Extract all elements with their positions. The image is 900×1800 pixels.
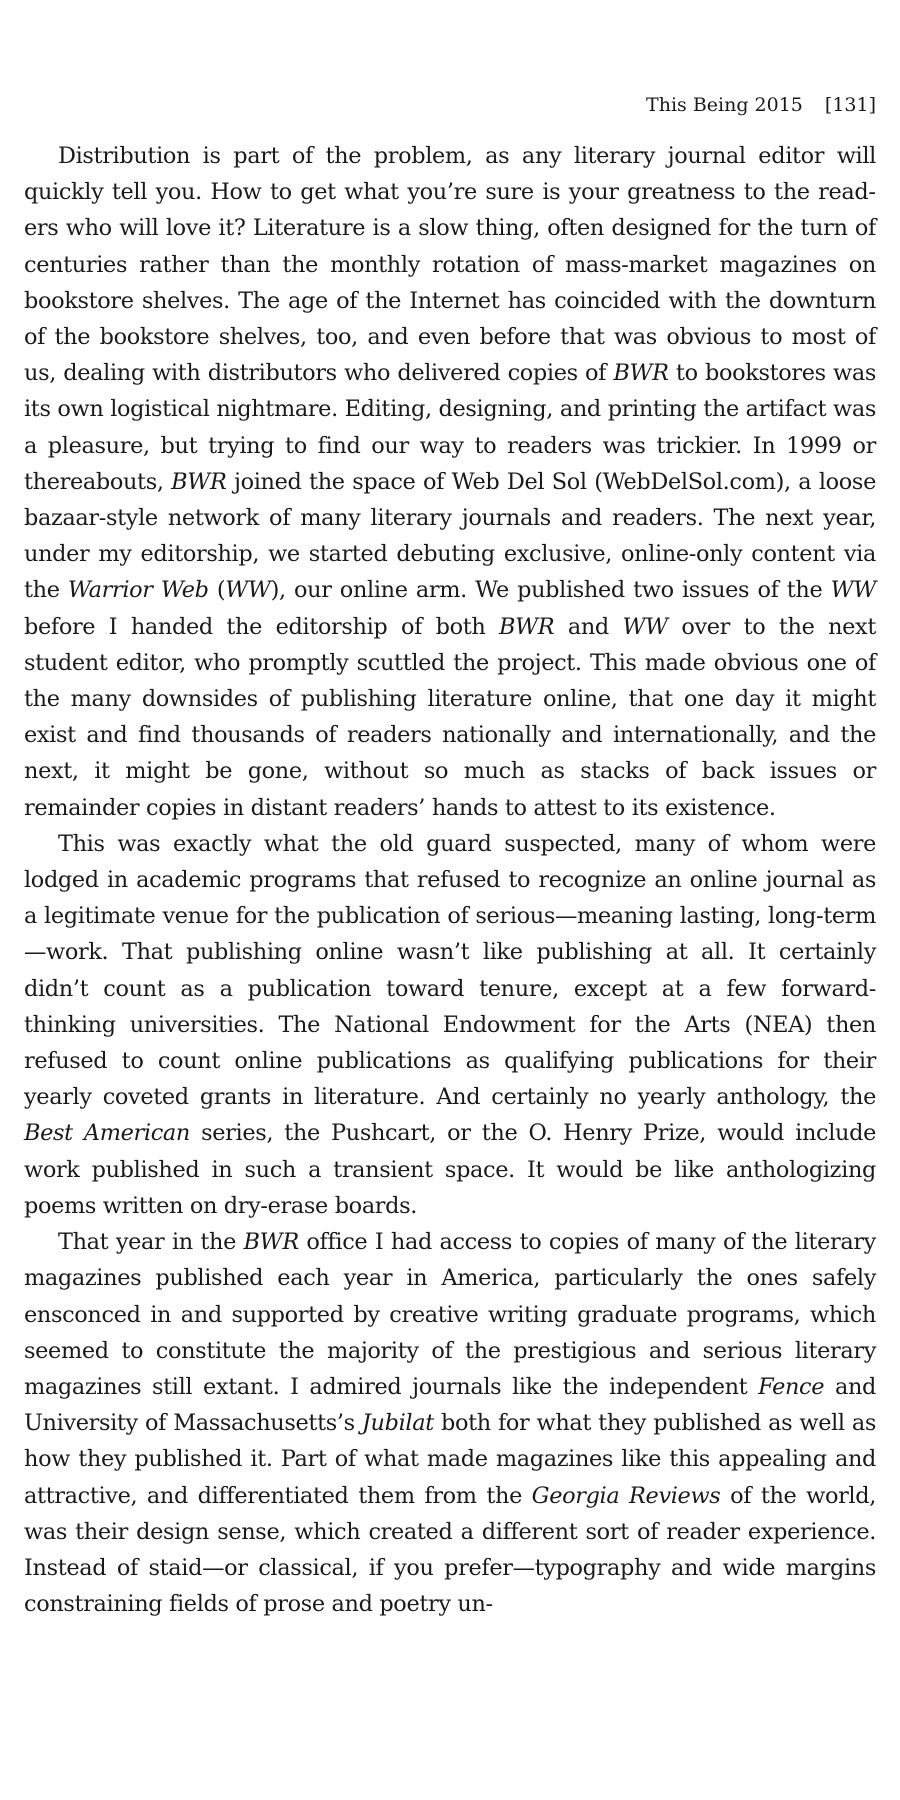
italic-text-run: WW (830, 577, 876, 604)
italic-text-run: Georgia Reviews (531, 1482, 721, 1509)
running-head (22, 92, 876, 118)
paragraph-3 (24, 1224, 876, 1622)
italic-text-run: WW (622, 613, 668, 640)
text-run: joined the space of Web Del Sol (WebDelSol.com), a loose bazaar-style network of many literary journals and readers. The next year, under my editorship, we started debuting exclusive, online-only content via the (24, 468, 876, 604)
paragraph-1 (24, 138, 876, 826)
text-run: This was exactly what the old guard suspected, many of whom were lodged in academic programs that refused to recognize an online journal as a legitimate venue for the publication of serious—meaning lasting, long-term—work. That publishing online wasn’t like publishing at all. It certainly didn’t count as a publication toward tenure, except at a few forward-thinking universities. The National Endowment for the Arts (NEA) then refused to count online publications as qualifying publications for their yearly coveted grants in literature. And certainly no yearly anthology, the (24, 830, 876, 1111)
italic-text-run: BWR (498, 613, 555, 640)
running-head-title: This Being 2015 (646, 94, 803, 116)
page-number: [131] (824, 94, 876, 116)
text-run: ( (208, 577, 226, 604)
italic-text-run: Warrior Web (67, 577, 209, 604)
text-run: Distribution is part of the problem, as any literary journal editor will quickly tell you. How to get what you’re sure is your greatness to the readers who will love it? Literature is a slow thing, often designed for the turn of centuries rather than the monthly rotation of mass-market magazines on bookstore shelves. The age of the Internet has coincided with the downturn of the bookstore shelves, too, and even before that was obvious to most of us, dealing with distributors who delivered copies of (24, 143, 876, 387)
text-run: of the world, was their design sense, which created a different sort of reader experience. Instead of staid—or classical, if you prefer—typography and wide margins constraining fields of prose and poetry un- (24, 1482, 876, 1618)
paragraph-2 (24, 826, 876, 1224)
text-run: over to the next student editor, who promptly scuttled the project. This made obvious one of the many downsides of publishing literature online, that one day it might exist and find thousands of readers nationally and internationally, and the next, it might be gone, without so much as stacks of back issues or remainder copies in distant readers’ hands to attest to its existence. (24, 613, 876, 821)
italic-text-run: Best American (24, 1120, 190, 1147)
italic-text-run: WW (225, 577, 271, 604)
text-run: and (554, 613, 623, 640)
text-run: That year in the (58, 1229, 244, 1256)
text-run: to bookstores was its own logistical nightmare. Editing, designing, and printing the artifact was a pleasure, but trying to find our way to readers was trickier. In 1999 or thereabouts, (24, 360, 877, 495)
italic-text-run: BWR (171, 468, 227, 495)
text-run: series, the Pushcart, or the O. Henry Prize, would include work published in such a transient space. It would be like anthologizing poems written on dry-erase boards. (24, 1120, 876, 1219)
italic-text-run: BWR (613, 360, 669, 387)
italic-text-run: Fence (758, 1373, 825, 1400)
italic-text-run: BWR (243, 1229, 299, 1256)
text-run: office I had access to copies of many of the literary magazines published each year in America, particularly the ones safely ensconced in and supported by creative writing graduate programs, which seemed to constitute the majority of the prestigious and serious literary magazines still extant. I admired journals like the independent (24, 1229, 876, 1400)
text-run: ), our online arm. We published two issues of the (270, 577, 831, 604)
body-text (24, 138, 876, 1622)
text-run: and University of Massachusetts’s (24, 1373, 876, 1437)
text-run: both for what they published as well as how they published it. Part of what made magazines like this appealing and attractive, and differentiated them from the (24, 1410, 877, 1509)
text-run: before I handed the editorship of both (24, 613, 499, 640)
italic-text-run: Jubilat (361, 1410, 434, 1437)
